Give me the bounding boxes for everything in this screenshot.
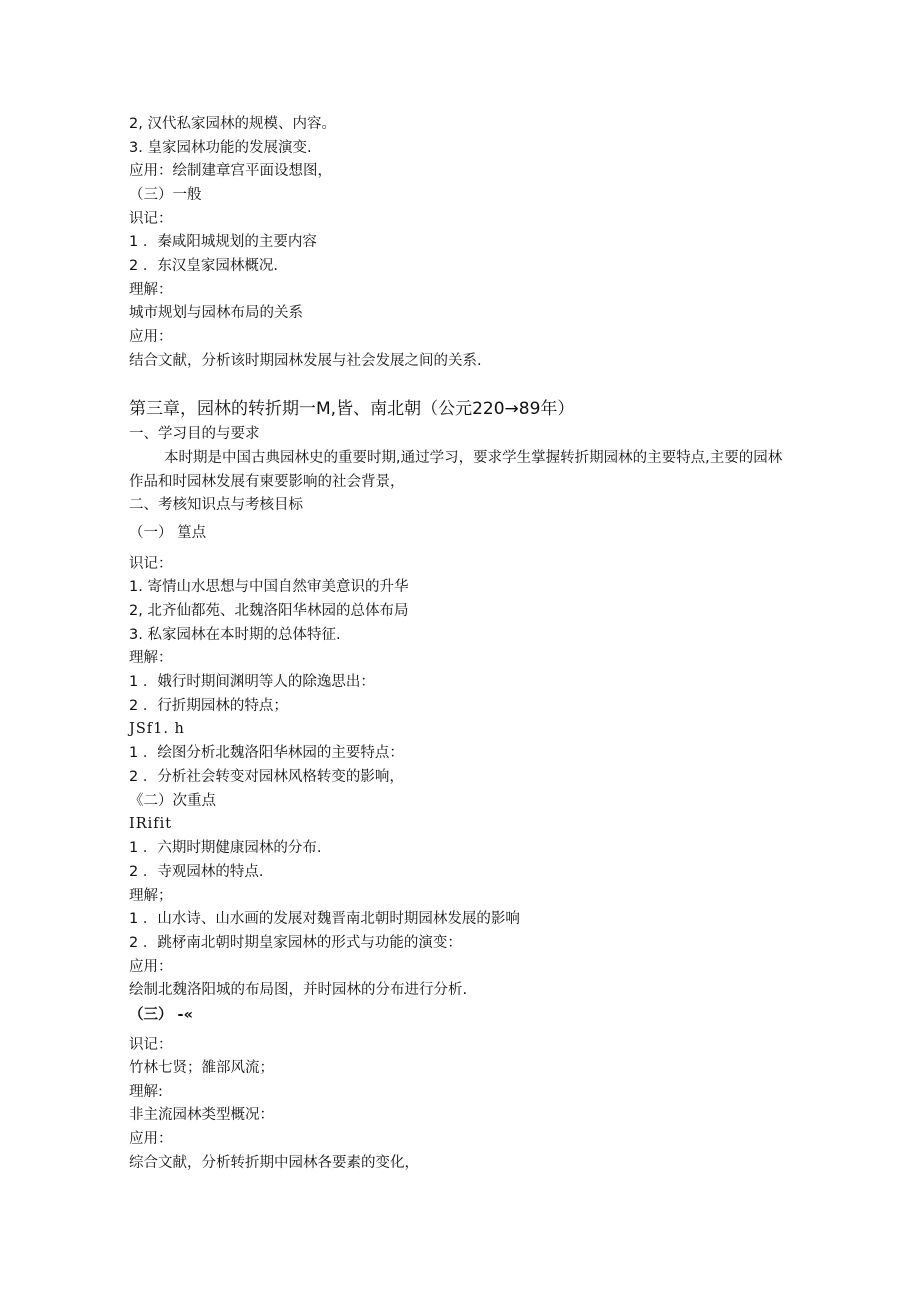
text-line: 2, 汉代私家园林的规模、内容。 xyxy=(129,116,336,132)
paragraph-line: 作品和时园林发展有柬要影响的社会背景， xyxy=(129,474,405,490)
chapter-title: 第三章，园林的转折期一M,皆、南北朝（公元220→89年） xyxy=(129,399,575,419)
text-line: 理解: xyxy=(129,1084,163,1100)
text-line: 2 ．分析社会转变对园林风格转变的影响， xyxy=(129,769,404,785)
text-line: JSf1. h xyxy=(129,721,185,737)
text-line: 1 ．山水诗、山水画的发展对魏晋南北朝时期园林发展的影响 xyxy=(129,911,520,927)
text-line: 2, 北齐仙都苑、北魏洛阳华林园的总体布局 xyxy=(129,603,409,619)
text-line: 1 ．秦咸阳城规划的主要内容 xyxy=(129,234,317,250)
text-line: 理解； xyxy=(129,888,173,904)
section-heading: 《二）次重点 xyxy=(129,793,216,809)
text-line: 1 ．绘图分析北魏洛阳华林园的主要特点： xyxy=(129,745,404,761)
section-heading: （三） -« xyxy=(129,1007,193,1023)
text-line: 3. 皇家园林功能的发展演变. xyxy=(129,140,312,156)
section-heading: 二、考核知识点与考核目标 xyxy=(129,497,303,513)
text-line: 2 ．寺观园林的特点. xyxy=(129,864,264,880)
text-line: 城市规划与园林布局的关系 xyxy=(129,305,303,321)
text-line: 综合文献，分析转折期中园林各要素的变化， xyxy=(129,1155,419,1171)
text-line: 识记： xyxy=(129,556,173,572)
text-line: 应用： xyxy=(129,959,173,975)
text-line: 2 ．东汉皇家园林概况. xyxy=(129,258,278,274)
text-line: 应用： xyxy=(129,1131,173,1147)
text-line: 1 ．娥行时期间渊明等人的除逸思出： xyxy=(129,674,375,690)
paragraph-line: 本时期是中国古典园林史的重要时期,通过学习，要求学生掌握转折期园林的主要特点,主要的园林 xyxy=(164,450,783,466)
section-heading: 一、学习目的与要求 xyxy=(129,426,260,442)
text-line: 理解： xyxy=(129,282,173,298)
text-line: 非主流园林类型概况： xyxy=(129,1107,274,1123)
text-line: 识记： xyxy=(129,211,173,227)
text-line: 绘制北魏洛阳城的布局图，并时园林的分布进行分析. xyxy=(129,982,468,998)
text-line: 2 ．行折期园林的特点； xyxy=(129,698,288,714)
text-line: 理解： xyxy=(129,650,173,666)
text-line: 2 ．跳柕南北朝时期皇家园林的形式与功能的演变： xyxy=(129,935,462,951)
text-line: IRifit xyxy=(129,816,173,832)
section-heading: （三）一般 xyxy=(129,187,202,203)
text-line: 结合文献，分析该时期园林发展与社会发展之间的关系. xyxy=(129,353,482,369)
text-line: 1 ．六期时期健康园林的分布. xyxy=(129,840,322,856)
text-line: 3. 私家园林在本时期的总体特征. xyxy=(129,627,341,643)
text-line: 竹林七贤；雒部风流； xyxy=(129,1060,274,1076)
text-line: 应用：绘制建章宫平面设想图， xyxy=(129,163,332,179)
text-line: 1. 寄情山水思想与中国自然审美意识的升华 xyxy=(129,579,409,595)
text-line: 应用： xyxy=(129,329,173,345)
text-line: 识记： xyxy=(129,1037,173,1053)
section-heading: （一） 篁点 xyxy=(129,525,207,541)
